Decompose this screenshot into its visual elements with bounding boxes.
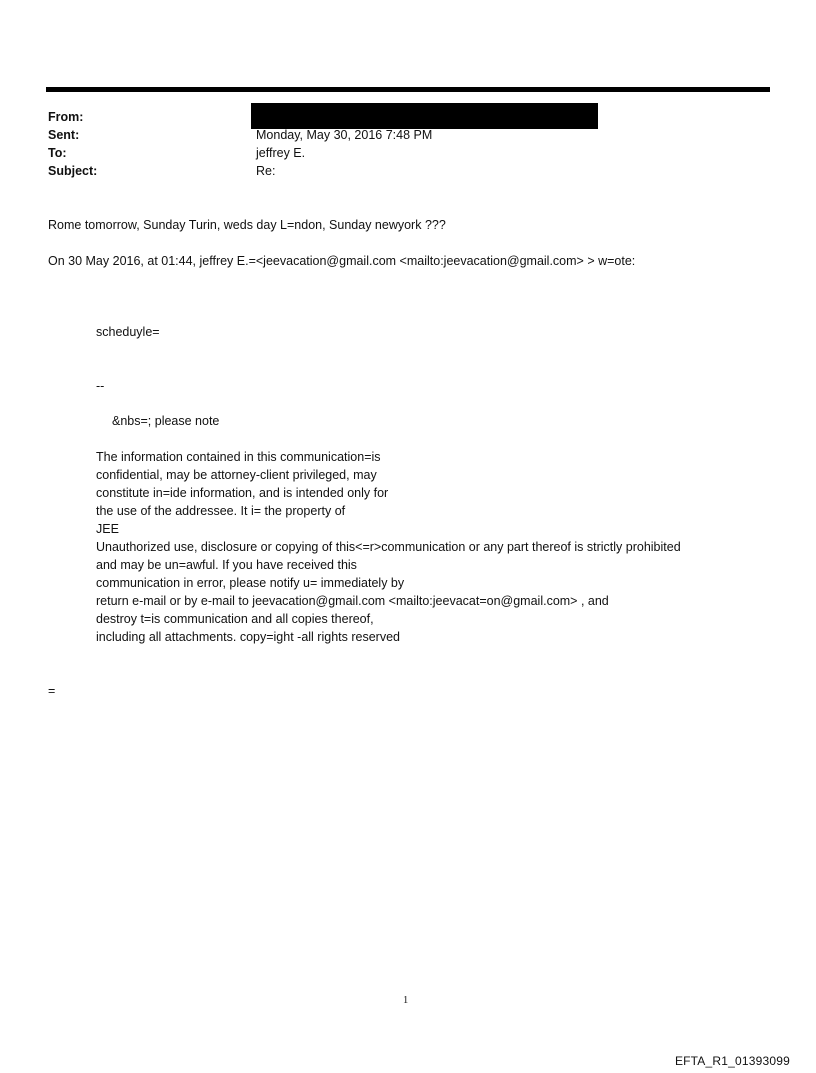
- document-id: EFTA_R1_01393099: [674, 1054, 790, 1068]
- from-label: From:: [48, 110, 84, 124]
- notice-line: and may be un=awful. If you have received this: [96, 558, 357, 572]
- to-label: To:: [48, 146, 67, 160]
- sent-label: Sent:: [48, 128, 80, 142]
- reply-text: Rome tomorrow, Sunday Turin, weds day L=ndon, Sunday newyork ???: [48, 218, 446, 232]
- to-value: jeffrey E.: [256, 146, 306, 160]
- subject-label: Subject:: [48, 164, 98, 178]
- page-number: 1: [403, 995, 409, 1006]
- notice-line: communication in error, please notify u= immediately by: [96, 576, 405, 590]
- sent-value: Monday, May 30, 2016 7:48 PM: [256, 128, 433, 142]
- notice-line: the use of the addressee. It i= the property of: [96, 504, 346, 518]
- header-divider: [46, 87, 770, 92]
- subject-value: Re:: [256, 164, 276, 178]
- please-note: &nbs=; please note: [112, 414, 220, 428]
- notice-line: JEE: [96, 522, 119, 536]
- notice-line: destroy t=is communication and all copies thereof,: [96, 612, 374, 626]
- notice-line: constitute in=ide information, and is intended only for: [96, 486, 389, 500]
- quoted-word: scheduyle=: [96, 325, 160, 339]
- signature-separator: --: [96, 379, 105, 393]
- notice-line: return e-mail or by e-mail to jeevacation@gmail.com <mailto:jeevacat=on@gmail.com> , and: [96, 594, 609, 608]
- confidentiality-notice: [96, 448, 681, 646]
- notice-line: confidential, may be attorney-client privileged, may: [96, 468, 377, 482]
- quote-intro: On 30 May 2016, at 01:44, jeffrey E.=<jeevacation@gmail.com <mailto:jeevacation@gmail.com> > w=ote:: [48, 254, 636, 268]
- trailing-equals: =: [48, 684, 56, 698]
- notice-line: including all attachments. copy=ight -all rights reserved: [96, 630, 400, 644]
- notice-line: The information contained in this communication=is: [96, 450, 381, 464]
- notice-line: Unauthorized use, disclosure or copying of this<=r>communication or any part thereof is strictly prohibited: [96, 540, 681, 554]
